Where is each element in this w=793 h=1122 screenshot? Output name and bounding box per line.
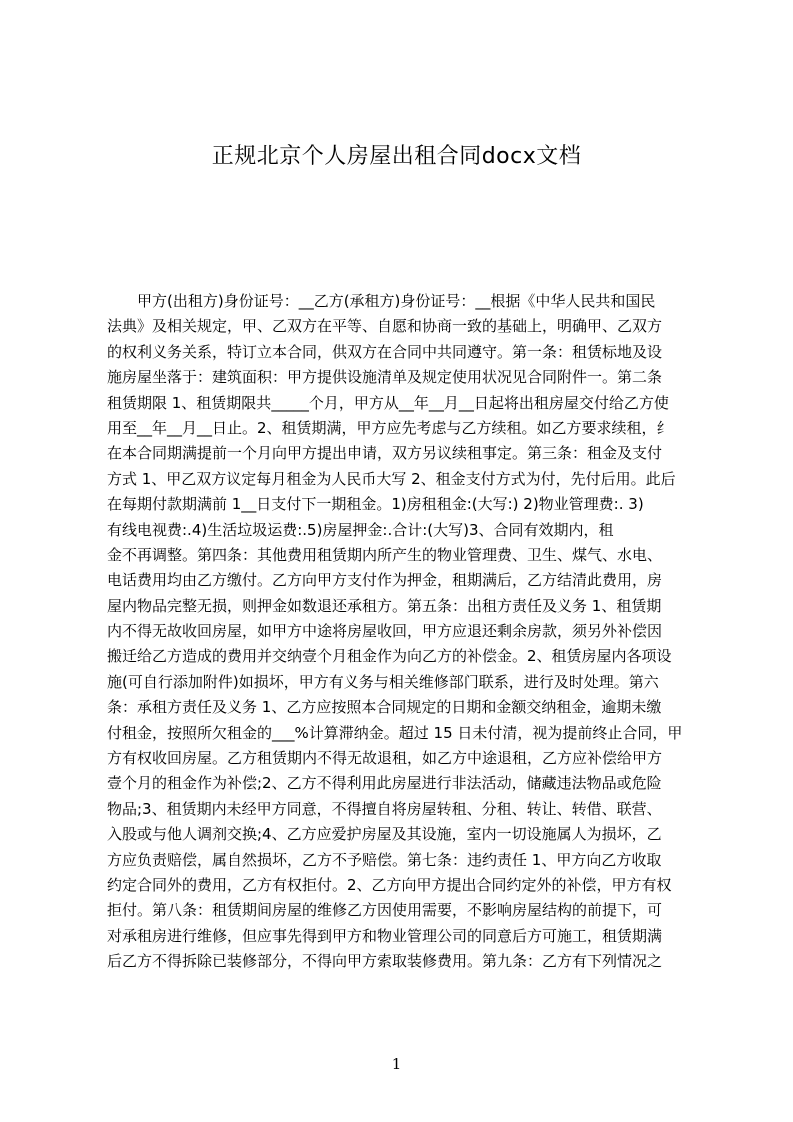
contract-line: 屋内物品完整无损，则押金如数退还承租方。第五条：出租方责任及义务 1、租赁期 bbox=[107, 596, 662, 615]
contract-line: 物品;3、租赁期内未经甲方同意，不得擅自将房屋转租、分租、转让、转借、联营、 bbox=[107, 799, 662, 818]
contract-line: 在本合同期满提前一个月向甲方提出申请，双方另议续租事定。第三条：租金及支付 bbox=[107, 444, 663, 463]
contract-line: 对承租房进行维修，但应事先得到甲方和物业管理公司的同意后方可施工，租赁期满 bbox=[107, 926, 663, 945]
contract-line: 入股或与他人调剂交换;4、乙方应爱护房屋及其设施，室内一切设施属人为损坏，乙 bbox=[107, 825, 662, 844]
contract-line: 施(可自行添加附件)如损坏，甲方有义务与相关维修部门联系，进行及时处理。第六 bbox=[107, 672, 659, 691]
contract-line: 方式 1、甲乙双方议定每月租金为人民币大写 2、租金支付方式为付，先付后用。此后 bbox=[107, 469, 676, 488]
contract-line: 付租金，按照所欠租金的___%计算滞纳金。超过 15 日未付清，视为提前终止合同，甲 bbox=[107, 723, 683, 742]
contract-line: 租赁期限 1、租赁期限共_____个月，甲方从__年__月__日起将出租房屋交付给乙方使 bbox=[107, 393, 669, 412]
contract-line: 在每期付款期满前 1__日支付下一期租金。1)房租租金:(大写:) 2)物业管理费:. 3) bbox=[107, 495, 644, 514]
contract-line: 电话费用均由乙方缴付。乙方向甲方支付作为押金，租期满后，乙方结清此费用，房 bbox=[107, 571, 663, 590]
contract-line: 方有权收回房屋。乙方租赁期内不得无故退租，如乙方中途退租，乙方应补偿给甲方 bbox=[107, 749, 663, 768]
page-number: 1 bbox=[391, 1055, 402, 1073]
contract-line: 用至__年__月__日止。2、租赁期满，甲方应先考虑与乙方续租。如乙方要求续租，纟 bbox=[107, 418, 672, 437]
contract-line: 法典》及相关规定，甲、乙双方在平等、自愿和协商一致的基础上，明确甲、乙双方 bbox=[107, 317, 663, 336]
contract-line: 方应负责赔偿，属自然损坏，乙方不予赔偿。第七条：违约责任 1、甲方向乙方收取 bbox=[107, 850, 662, 869]
contract-line: 内不得无故收回房屋，如甲方中途将房屋收回，甲方应退还剩余房款，须另外补偿因 bbox=[107, 622, 663, 641]
contract-line: 条：承租方责任及义务 1、乙方应按照本合同规定的日期和金额交纳租金，逾期未缴 bbox=[107, 698, 662, 717]
contract-line: 金不再调整。第四条：其他费用租赁期内所产生的物业管理费、卫生、煤气、水电、 bbox=[107, 545, 663, 564]
contract-line: 壹个月的租金作为补偿;2、乙方不得利用此房屋进行非法活动，储藏违法物品或危险 bbox=[107, 774, 662, 793]
contract-line: 后乙方不得拆除已装修部分，不得向甲方索取装修费用。第九条：乙方有下列情况之 bbox=[107, 952, 663, 971]
contract-line: 甲方(出租方)身份证号：__乙方(承租方)身份证号：__根据《中华人民共和国民 bbox=[107, 292, 656, 310]
document-title: 正规北京个人房屋出租合同docx文档 bbox=[211, 144, 582, 169]
contract-line: 施房屋坐落于：建筑面积：甲方提供设施清单及规定使用状况见合同附件一。第二条 bbox=[107, 368, 663, 387]
contract-line: 约定合同外的费用，乙方有权拒付。2、乙方向甲方提出合同约定外的补偿，甲方有权 bbox=[107, 875, 672, 894]
contract-body bbox=[107, 289, 697, 979]
contract-line: 的权利义务关系，特订立本合同，供双方在合同中共同遵守。第一条：租赁标地及设 bbox=[107, 342, 663, 361]
contract-line: 搬迁给乙方造成的费用并交纳壹个月租金作为向乙方的补偿金。2、租赁房屋内各项设 bbox=[107, 647, 672, 666]
contract-line: 有线电视费:.4)生活垃圾运费:.5)房屋押金:.合计:(大写)3、合同有效期内，租 bbox=[107, 520, 614, 539]
contract-line: 拒付。第八条：租赁期间房屋的维修乙方因使用需要，不影响房屋结构的前提下，可 bbox=[107, 901, 663, 920]
